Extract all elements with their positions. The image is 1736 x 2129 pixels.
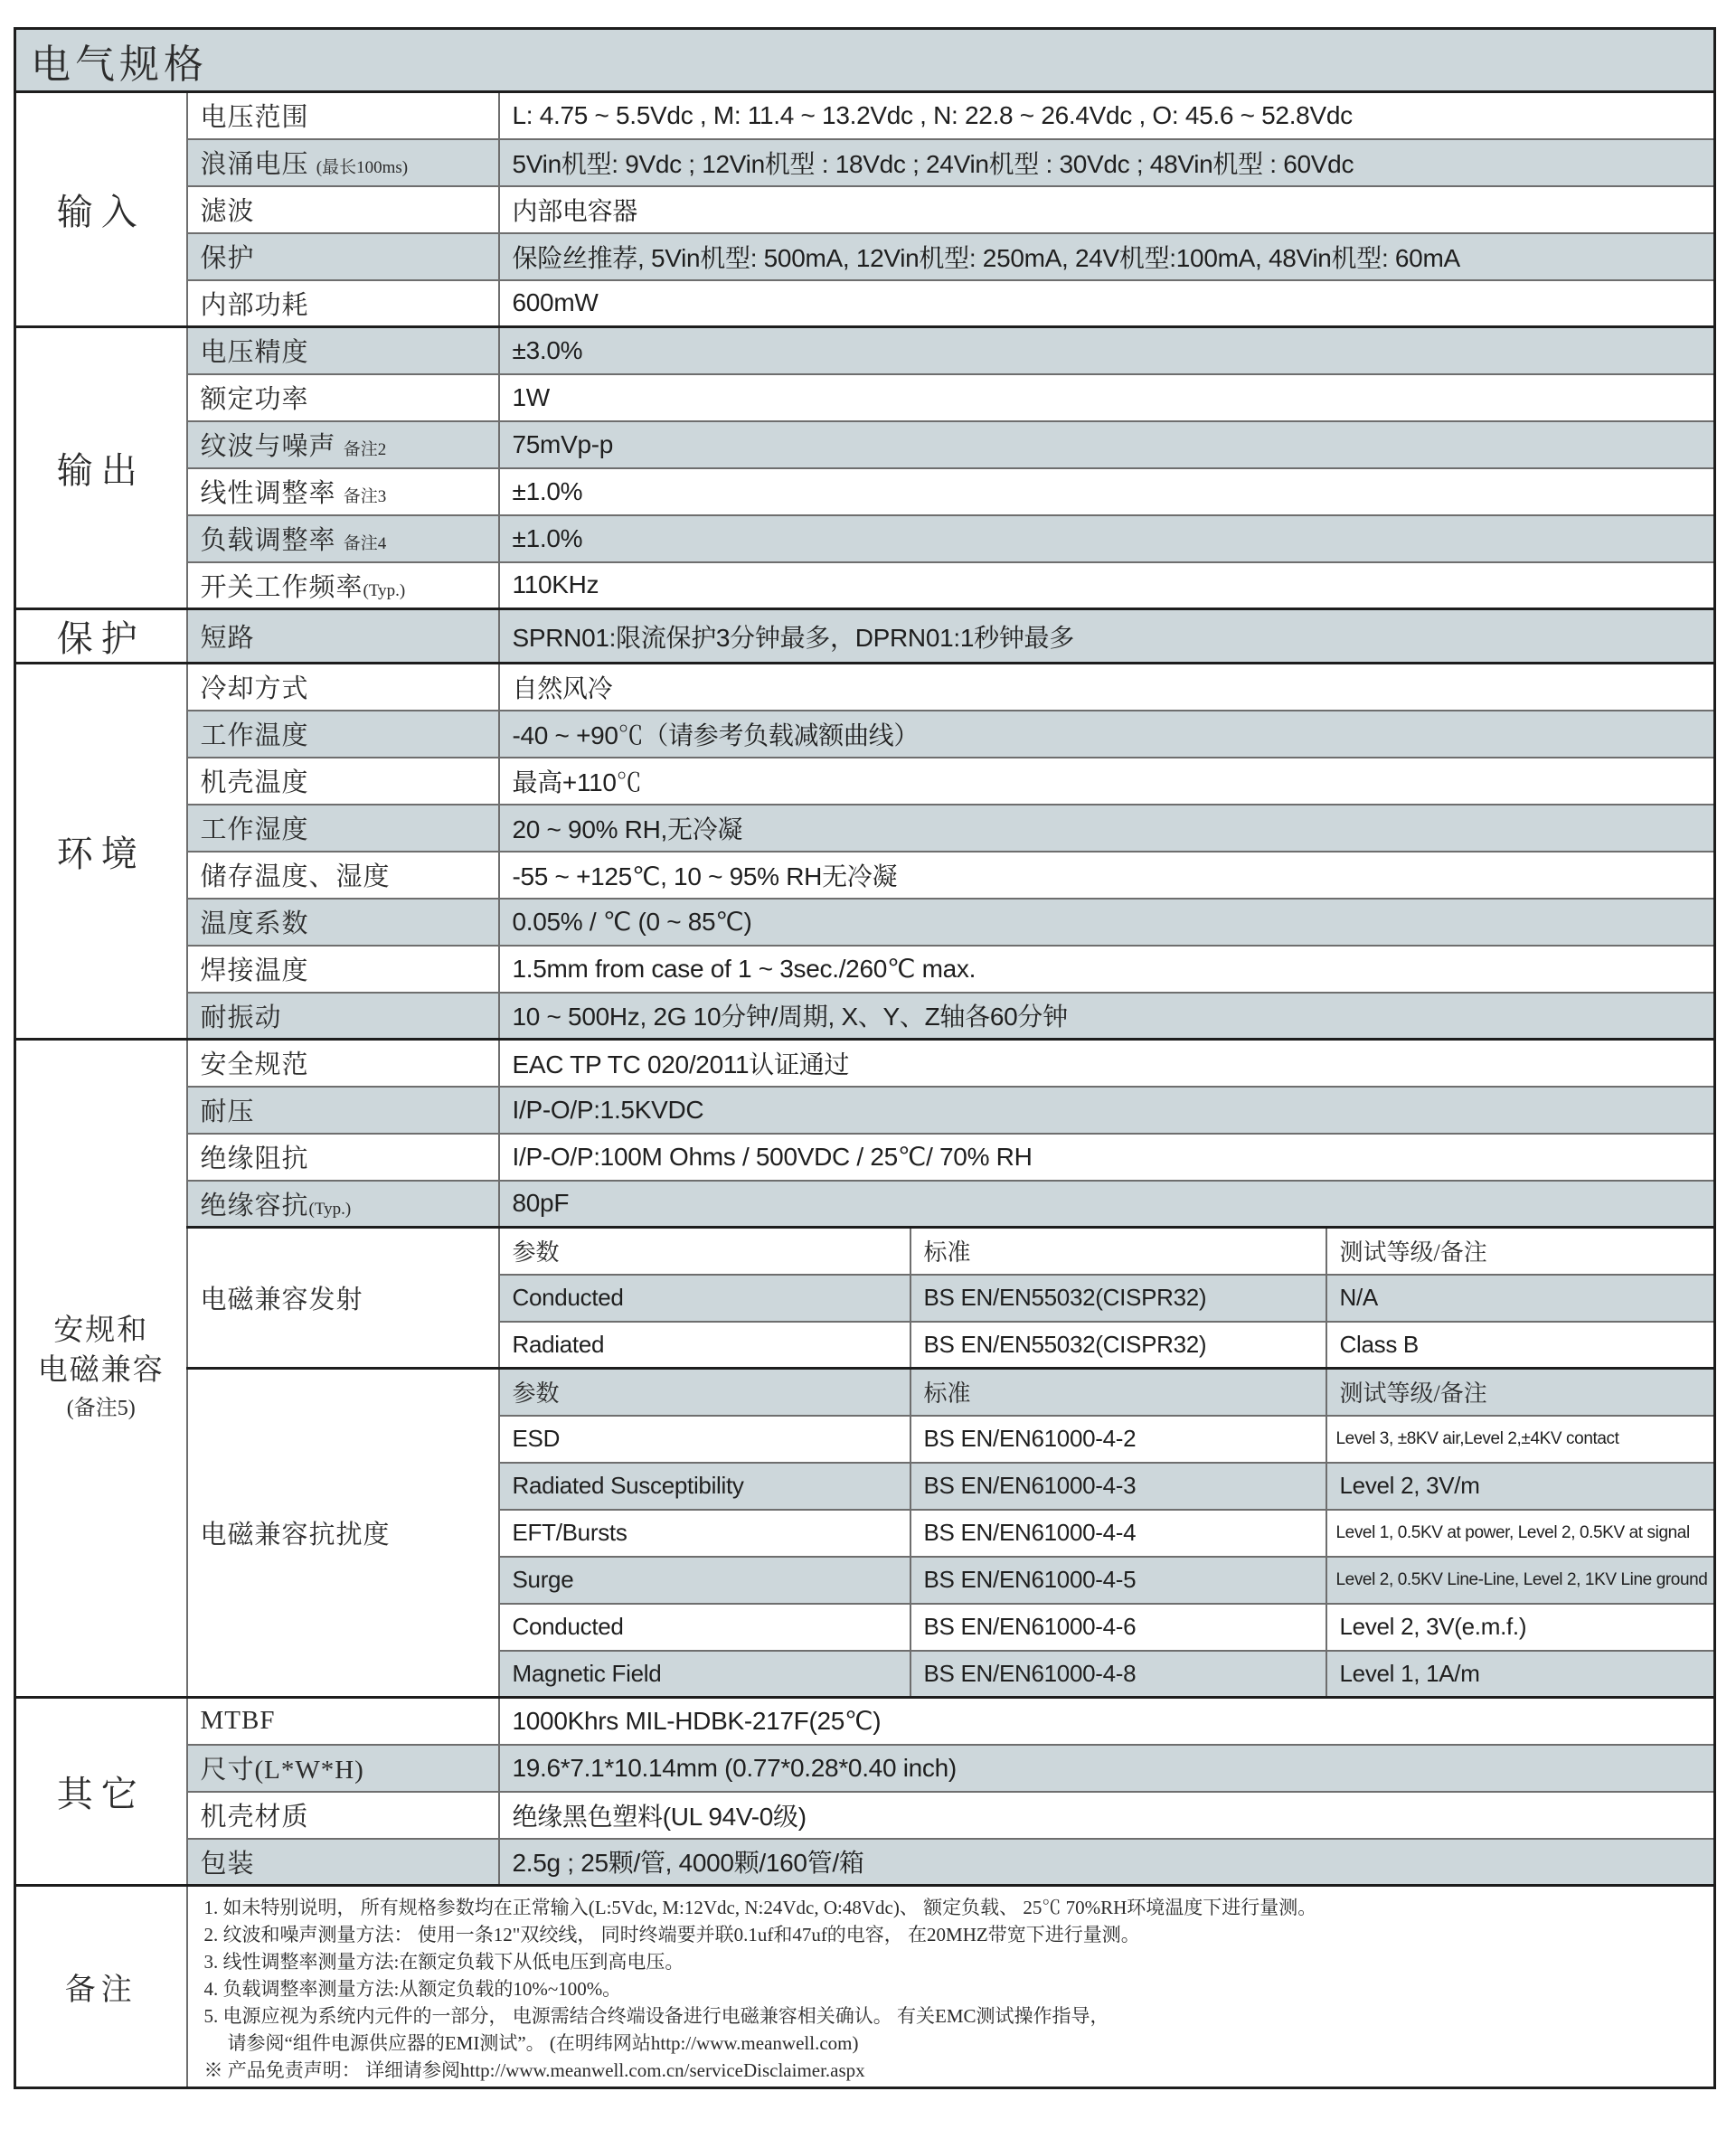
- spec-value: 19.6*7.1*10.14mm (0.77*0.28*0.40 inch): [499, 1745, 1715, 1792]
- spec-value: 绝缘黑色塑料(UL 94V-0级): [499, 1792, 1715, 1839]
- param-note: (最长100ms): [316, 158, 409, 177]
- spec-value: ±1.0%: [499, 468, 1715, 515]
- spec-param: 保护: [187, 233, 499, 280]
- spec-param: 机壳材质: [187, 1792, 499, 1839]
- spec-param: 冷却方式: [187, 664, 499, 711]
- spec-value: 1.5mm from case of 1 ~ 3sec./260℃ max.: [499, 946, 1715, 993]
- notes-block: [187, 1886, 1715, 2088]
- emc-col-header: 测试等级/备注: [1326, 1369, 1715, 1416]
- spec-param: 电压范围: [187, 92, 499, 139]
- section-label-protection: 保护: [15, 609, 187, 664]
- page-title: 电气规格: [15, 29, 1715, 92]
- spec-value: 75mVp-p: [499, 421, 1715, 468]
- spec-param: 浪涌电压 (最长100ms): [187, 139, 499, 186]
- emc-standard: BS EN/EN61000-4-2: [910, 1416, 1326, 1463]
- spec-value: EAC TP TC 020/2011认证通过: [499, 1040, 1715, 1087]
- spec-param: MTBF: [187, 1698, 499, 1745]
- spec-param: 线性调整率 备注3: [187, 468, 499, 515]
- spec-value: ±3.0%: [499, 327, 1715, 374]
- spec-param: 电压精度: [187, 327, 499, 374]
- spec-value: -55 ~ +125℃, 10 ~ 95% RH无冷凝: [499, 852, 1715, 899]
- note-line: 2. 纹波和噪声测量方法： 使用一条12"双绞线， 同时终端要并联0.1uf和47uf的电容， 在20MHZ带宽下进行量测。: [203, 1924, 1140, 1945]
- section-label-notes: 备注: [15, 1886, 187, 2088]
- note-line: 5. 电源应视为系统内元件的一部分， 电源需结合终端设备进行电磁兼容相关确认。 有关EMC测试操作指导，: [203, 2005, 1109, 2027]
- emc-col-header: 标准: [910, 1369, 1326, 1416]
- section-label-output: 输出: [15, 327, 187, 609]
- note-line: 1. 如未特别说明， 所有规格参数均在正常输入(L:5Vdc, M:12Vdc, N:24Vdc, O:48Vdc)、 额定负载、 25℃ 70%RH环境温度下进行量测。: [203, 1897, 1317, 1918]
- spec-value: 保险丝推荐, 5Vin机型: 500mA, 12Vin机型: 250mA, 24V机型:100mA, 48Vin机型: 60mA: [499, 233, 1715, 280]
- spec-param: 绝缘容抗(Typ.): [187, 1181, 499, 1228]
- electrical-spec-table: [14, 27, 1716, 2089]
- spec-param: 纹波与噪声 备注2: [187, 421, 499, 468]
- spec-value: 600mW: [499, 280, 1715, 327]
- spec-param: 工作湿度: [187, 805, 499, 852]
- spec-value: SPRN01:限流保护3分钟最多，DPRN01:1秒钟最多: [499, 609, 1715, 664]
- spec-param: 机壳温度: [187, 758, 499, 805]
- section-label-others: 其它: [15, 1698, 187, 1886]
- spec-param: 负载调整率 备注4: [187, 515, 499, 562]
- spec-param: 温度系数: [187, 899, 499, 946]
- emc-parameter: Radiated: [499, 1322, 910, 1369]
- emc-parameter: Conducted: [499, 1275, 910, 1322]
- spec-value: 0.05% / ℃ (0 ~ 85℃): [499, 899, 1715, 946]
- emc-test-level: Level 3, ±8KV air,Level 2,±4KV contact: [1326, 1416, 1715, 1463]
- emc-test-level: Level 1, 1A/m: [1326, 1651, 1715, 1698]
- emc-parameter: Magnetic Field: [499, 1651, 910, 1698]
- note-line: 4. 负载调整率测量方法:从额定负载的10%~100%。: [203, 1978, 622, 2000]
- spec-param: 耐压: [187, 1087, 499, 1134]
- note-line: ※ 产品免责声明： 详细请参阅http://www.meanwell.com.cn/serviceDisclaimer.aspx: [203, 2059, 865, 2081]
- spec-param: 储存温度、湿度: [187, 852, 499, 899]
- emc-parameter: Conducted: [499, 1604, 910, 1651]
- emc-standard: BS EN/EN61000-4-5: [910, 1557, 1326, 1604]
- spec-value: 最高+110℃: [499, 758, 1715, 805]
- section-label-line: (备注5): [66, 1396, 136, 1420]
- note-line: 3. 线性调整率测量方法:在额定负载下从低电压到高电压。: [203, 1951, 684, 1973]
- spec-value: 10 ~ 500Hz, 2G 10分钟/周期, X、Y、Z轴各60分钟: [499, 993, 1715, 1040]
- param-note: 备注3: [343, 487, 387, 506]
- emc-parameter: EFT/Bursts: [499, 1510, 910, 1557]
- emc-standard: BS EN/EN61000-4-3: [910, 1463, 1326, 1510]
- spec-param: 滤波: [187, 186, 499, 233]
- section-label-input: 输入: [15, 92, 187, 327]
- emc-parameter: ESD: [499, 1416, 910, 1463]
- emc-standard: BS EN/EN55032(CISPR32): [910, 1322, 1326, 1369]
- spec-value: 110KHz: [499, 562, 1715, 609]
- emc-standard: BS EN/EN61000-4-4: [910, 1510, 1326, 1557]
- emc-col-header: 测试等级/备注: [1326, 1228, 1715, 1275]
- emc-test-level: Level 2, 0.5KV Line-Line, Level 2, 1KV Line ground: [1326, 1557, 1715, 1604]
- spec-param: 开关工作频率(Typ.): [187, 562, 499, 609]
- spec-value: 5Vin机型: 9Vdc ; 12Vin机型 : 18Vdc ; 24Vin机型 : 30Vdc ; 48Vin机型 : 60Vdc: [499, 139, 1715, 186]
- spec-value: 内部电容器: [499, 186, 1715, 233]
- spec-param: 耐振动: [187, 993, 499, 1040]
- section-label-line: 安规和: [53, 1314, 149, 1347]
- spec-value: I/P-O/P:100M Ohms / 500VDC / 25℃/ 70% RH: [499, 1134, 1715, 1181]
- emc-test-level: N/A: [1326, 1275, 1715, 1322]
- spec-value: -40 ~ +90℃（请参考负载减额曲线）: [499, 711, 1715, 758]
- spec-param: 尺寸(L*W*H): [187, 1745, 499, 1792]
- param-note: (Typ.): [363, 580, 406, 600]
- param-note: 备注4: [343, 534, 387, 553]
- section-label-line: 电磁兼容: [37, 1353, 165, 1387]
- spec-value: 自然风冷: [499, 664, 1715, 711]
- spec-value: 20 ~ 90% RH,无冷凝: [499, 805, 1715, 852]
- param-note: (Typ.): [308, 1199, 352, 1219]
- spec-value: I/P-O/P:1.5KVDC: [499, 1087, 1715, 1134]
- param-note: 备注2: [343, 440, 387, 459]
- emc-standard: BS EN/EN55032(CISPR32): [910, 1275, 1326, 1322]
- section-label-environment: 环境: [15, 664, 187, 1040]
- spec-value: 1000Khrs MIL-HDBK-217F(25℃): [499, 1698, 1715, 1745]
- emc-parameter: Radiated Susceptibility: [499, 1463, 910, 1510]
- spec-value: 80pF: [499, 1181, 1715, 1228]
- spec-value: 2.5g ; 25颗/管, 4000颗/160管/箱: [499, 1839, 1715, 1886]
- spec-value: 1W: [499, 374, 1715, 421]
- spec-param: 额定功率: [187, 374, 499, 421]
- emc-standard: BS EN/EN61000-4-6: [910, 1604, 1326, 1651]
- emc-immunity-label: 电磁兼容抗扰度: [187, 1369, 499, 1698]
- spec-value: L: 4.75 ~ 5.5Vdc , M: 11.4 ~ 13.2Vdc , N: 22.8 ~ 26.4Vdc , O: 45.6 ~ 52.8Vdc: [499, 92, 1715, 139]
- emc-emission-label: 电磁兼容发射: [187, 1228, 499, 1369]
- spec-value: ±1.0%: [499, 515, 1715, 562]
- emc-col-header: 标准: [910, 1228, 1326, 1275]
- spec-param: 短路: [187, 609, 499, 664]
- emc-test-level: Level 2, 3V/m: [1326, 1463, 1715, 1510]
- section-label-safety-emc: [15, 1040, 187, 1698]
- note-line: 请参阅“组件电源供应器的EMI测试”。 (在明纬网站http://www.meanwell.com): [227, 2032, 859, 2054]
- emc-test-level: Level 1, 0.5KV at power, Level 2, 0.5KV at signal: [1326, 1510, 1715, 1557]
- emc-standard: BS EN/EN61000-4-8: [910, 1651, 1326, 1698]
- spec-param: 内部功耗: [187, 280, 499, 327]
- emc-col-header: 参数: [499, 1369, 910, 1416]
- emc-test-level: Level 2, 3V(e.m.f.): [1326, 1604, 1715, 1651]
- emc-col-header: 参数: [499, 1228, 910, 1275]
- emc-test-level: Class B: [1326, 1322, 1715, 1369]
- spec-param: 包装: [187, 1839, 499, 1886]
- spec-param: 绝缘阻抗: [187, 1134, 499, 1181]
- emc-parameter: Surge: [499, 1557, 910, 1604]
- spec-param: 焊接温度: [187, 946, 499, 993]
- spec-param: 安全规范: [187, 1040, 499, 1087]
- spec-param: 工作温度: [187, 711, 499, 758]
